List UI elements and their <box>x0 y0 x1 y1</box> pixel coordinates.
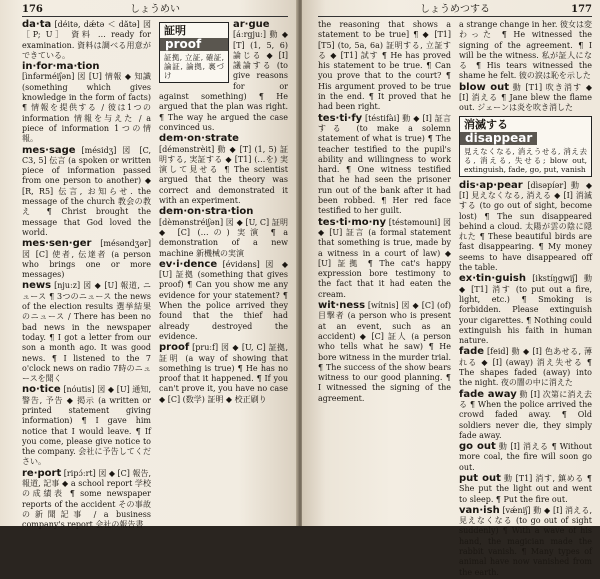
entry-text: 動 [I] 次第に消え去る ¶ When the police arrived the crowd faded away. ¶ Old soldiers never die, they simply fade away. <box>459 389 592 440</box>
headword: no·tice <box>22 384 61 396</box>
dictionary-entry <box>318 114 451 217</box>
entry-text: the reasoning that shows a statement to be true] ¶ ◆ [T1] [T5] (to, 5a, 6a) 証明する, 立証する ◆ [T1] 試す ¶ He has proved his statement to be true. ¶ Can you prove that to the court? ¶ His argument proved to be true in the end. ¶ It proved that he had been right. <box>318 20 451 112</box>
entry-text: [mésidʒ] 図 [C, C3, 5] 伝言 (a spoken or written piece of information passed from one person to another) ◆ [R, R5] 伝言, お知らせ. the message of the church 教会の教え ¶ Christ brought the message that God loved the world. <box>22 145 151 237</box>
headword: put out <box>459 472 501 484</box>
entry-text: 動 [I] 消える ¶ Without more coal, the fire will soon go out. <box>459 442 592 472</box>
dictionary-entry <box>459 274 592 346</box>
left-page <box>0 0 298 530</box>
dictionary-entry <box>159 207 288 258</box>
entry-text: [wítnis] 図 ◆ [C] (of) 目撃者 (a person who is present at an event, such as an accident) ◆ [C] 証人 (a person who tells what he saw) ¶ He bore witness in the murder trial. ¶ The success of the show bears witness to our good planning. ¶ I witnessed the signing of the agreement. <box>318 301 451 403</box>
dictionary-entry <box>159 134 288 206</box>
headword: wit·ness <box>318 300 366 312</box>
dictionary-entry <box>459 83 592 114</box>
dictionary-entry <box>459 20 592 82</box>
running-word-left: しょうめい <box>130 4 180 15</box>
dictionary-entry <box>22 385 151 467</box>
dictionary-entry <box>22 146 151 239</box>
topic-box-proof <box>159 22 229 83</box>
entry-text: [dèmənstréiʃən] 図 ◆ [U, C] 証明 ◆ [C] (…の) 実演 ¶ a demonstration of a new machine 新機械の実演 <box>159 217 288 258</box>
dictionary-entry <box>459 181 592 274</box>
dictionary-entry <box>22 62 151 144</box>
headword: tes·ti·fy <box>318 112 363 124</box>
dictionary-entry <box>318 301 451 404</box>
page-number-right: 177 <box>571 4 592 15</box>
left-column-2 <box>159 20 288 532</box>
entry-text: [ripɔ́ːrt] 図 ◆ [C] 報告, 報道, 記事 ◆ a school report 学校の成績表 ¶ some newspaper reports of the accident その事故の新聞記事 / a business company's report 会社の報告書 <box>22 468 151 530</box>
dictionary-entry <box>159 260 288 342</box>
left-column-1 <box>22 20 151 532</box>
dictionary-entry <box>459 474 592 505</box>
entry-text: [téstifài] 動 ◆ [I] 証言する (to make a solemn statement of what is true) ¶ The teacher testified to the pupil's ability and willingness to work hard. ¶ One witness testified that he had seen the prisoner run out of the bank after it had been robbed. ¶ Her red face testified to her guilt. <box>318 113 451 216</box>
right-column-2 <box>459 20 592 579</box>
entry-text: [ikstíŋgwiʃ] 動 ◆ [T1] 消す (to put out a fire, light, etc.) ¶ Smoking is forbidden. Please extinguish your cigarettes. ¶ Nothing could extinguish his faith in human nature. <box>459 274 592 346</box>
page-number-left: 176 <box>22 4 43 15</box>
headword: proof <box>159 342 190 354</box>
dictionary-entry <box>459 390 592 441</box>
topic-jp: 証明 <box>164 24 186 37</box>
headword: blow out <box>459 81 510 93</box>
right-page <box>302 0 600 577</box>
dictionary-entry <box>159 343 288 405</box>
entry-text: [njuːz] 図 ◆ [U] 報道, ニュース ¶ 3つのニュース the news of the election results 選挙結果のニュース / There has been no bad news in the newspaper today. ¶ I got a letter from our son a month ago. It was good news. ¶ I listened to the 7 o'clock news on radio 7時のニュースを聞く <box>22 281 151 384</box>
dictionary-entry <box>22 239 151 280</box>
headword: van·ish <box>459 504 500 516</box>
entry-text: [ìnfərméiʃən] 図 [U] 情報 ◆ 知識 (something which gives knowledge in the form of facts) ¶ 情報を提供する / 彼は1つの information 情報を与えた / a piece of information 1つの情報。 <box>22 72 151 144</box>
entry-text: [feid] 動 ◆ [I] 色あせる, 薄れる ◆ [I] (away) 消え失せる ¶ The shapes faded (away) into the night. 夜の闇の中に消えた <box>459 347 592 388</box>
entry-text: [téstəmouni] 図 ◆ [U] 証言 (a formal statement that something is true, made by a witness in a court of law) ◆ [U] 証拠 ¶ The cat's happy expression bore testimony to the fact that it had eaten the cream. <box>318 217 451 299</box>
entry-text: a strange change in her. 彼女は変わった ¶ He witnessed the signing of the agreement. ¶ I will be the witness. 私が証人になる ¶ His tears witnessed the shame he felt. 彼の涙は恥を示した <box>459 20 592 81</box>
dictionary-entry <box>22 281 151 384</box>
running-head-left <box>22 4 288 17</box>
headword: mes·sage <box>22 144 76 156</box>
headword: dem·on·stra·tion <box>159 206 254 218</box>
dictionary-entry <box>459 442 592 473</box>
headword: in·for·ma·tion <box>22 61 100 73</box>
entry-text: 動 [T1] 吹き消す ◆ [I] 消える ¶ Jane blew the flame out. ジェーンは炎を吹き消した <box>459 82 592 113</box>
topic-en: proof <box>160 38 228 51</box>
entry-text: [nóutis] 図 ◆ [U] 通知, 警告, 予告 ◆ 掲示 (a written or printed statement giving information) ¶ I gave him notice that I would leave. ¶ If you come, please give notice to the company. 会社に予告してください。 <box>22 385 151 467</box>
headword: mes·sen·ger <box>22 238 92 250</box>
dictionary-entry <box>318 218 451 300</box>
topic-box-disappear <box>459 116 592 177</box>
running-head-right <box>318 4 592 17</box>
dictionary-entry <box>22 469 151 531</box>
dictionary-entry <box>459 347 592 388</box>
entry-text: [démənstrèit] 動 ◆ [T] (1, 5) 証明する, 実証する ◆ [T1] (…を) 実演して見せる ¶ The scientist argued that the theory was correct and demonstrated it with an experiment. <box>159 144 288 206</box>
headword: fade <box>459 346 485 358</box>
dictionary-entry <box>22 20 151 61</box>
entry-text: 動 [T1] 消す, 鎮める ¶ She put the light out and went to sleep. ¶ Put the fire out. <box>459 473 593 504</box>
dictionary-entry <box>318 20 451 113</box>
entry-text: [dìsəpíər] 動 ◆ [I] 見えなくなる, 消える ◆ [I] 消滅する (to go out of sight, become lost) ¶ The sun disappeared behind a cloud. 太陽が雲の陰に隠れた ¶ These beautiful birds are fast disappearing. ¶ My money seems to have disappeared off the table. <box>459 180 592 273</box>
running-word-right: しょうめつする <box>420 4 490 15</box>
entry-text: [évidəns] 図 ◆ [U] 証拠 (something that gives proof) ¶ Can you show me any evidence for your statement? ¶ When the police arrived they found that the thief had already destroyed the evidence. <box>159 259 288 341</box>
headword: re·port <box>22 467 62 479</box>
headword: news <box>22 280 52 292</box>
entry-text: [pruːf] 図 ◆ [U, C] 証拠, 証明 (a way of showing that something is true) ¶ He has no proof that it happened. ¶ If you can't prove it, you have no case ◆ [C] (数学) 証明 ◆ 校正刷り <box>159 343 288 404</box>
entry-text: [vǽniʃ] 動 ◆ [I] 消える, 見えなくなる (to go out of sight suddenly) ¶ With a wave of his hand, the magician made the rabbit vanish. ¶ Many types of animal have now vanished from the earth. <box>459 505 592 577</box>
headword: ev·i·dence <box>159 258 218 270</box>
headword: ar·gue <box>233 19 270 30</box>
headword: fade away <box>459 388 517 400</box>
headword: ex·tin·guish <box>459 273 526 285</box>
entry-text: [áːrgjuː] 動 ◆ [T] (1, 5, 6) 論じる ◆ [I] 議論する (to give reasons for or against something) ¶ He argued that the plan was right. ¶ The way he argued the case convinced us. <box>159 30 288 132</box>
topic-words: 証拠, 立証, 確証, 論証, 論拠, 裏づけ <box>164 53 224 80</box>
right-column-1 <box>318 20 451 579</box>
headword: go out <box>459 441 496 453</box>
headword: da·ta <box>22 19 52 30</box>
entry-text: [déitə, dǽtə ＜ dătə] 図 ［P; U］ 資料 … ready for examination. 資料は調べる用意ができている。 <box>22 20 151 60</box>
dictionary-entry <box>459 506 592 578</box>
entry-text: [mésəndʒər] 図 [C] 使者, 伝達者 (a person who brings one or more messages) <box>22 239 151 280</box>
headword: dem·on·strate <box>159 133 239 145</box>
topic-words: 見えなくなる, 消えうせる, 消え去る, 消える, 失せる; blow out, extinguish, fade, go, put, vanish <box>464 146 587 174</box>
topic-en: disappear <box>460 132 537 145</box>
headword: dis·ap·pear <box>459 179 523 191</box>
headword: tes·ti·mo·ny <box>318 216 387 228</box>
topic-jp: 消滅する <box>464 117 508 131</box>
